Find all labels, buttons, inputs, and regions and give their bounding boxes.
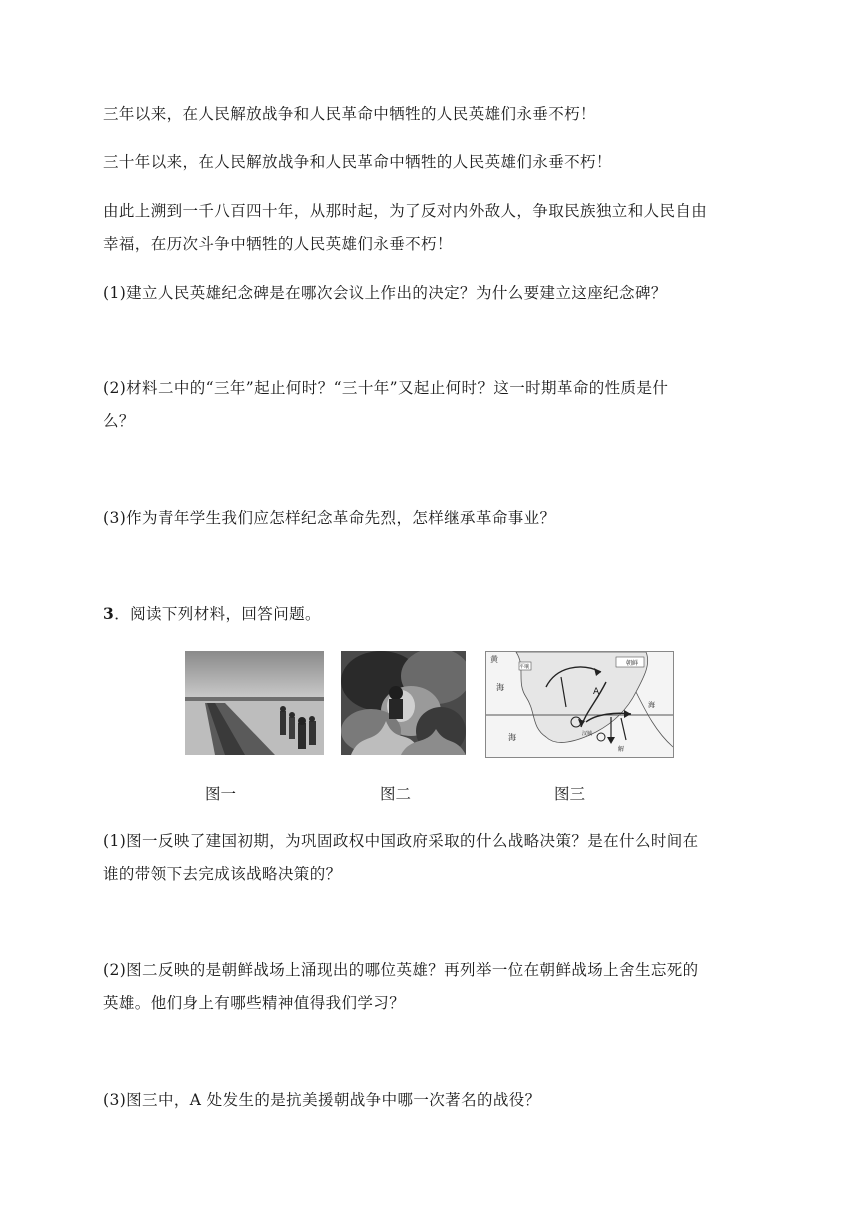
material-line-3a: 由此上溯到一千八百四十年，从那时起，为了反对内外敌人，争取民族独立和人民自由 — [103, 202, 708, 220]
material-line-3b: 幸福，在历次斗争中牺牲的人民英雄们永垂不朽！ — [103, 235, 453, 253]
q3-sub-question-2b: 英雄。他们身上有哪些精神值得我们学习？ — [103, 994, 406, 1012]
q2-sub-question-3: (3)作为青年学生我们应怎样纪念革命先烈，怎样继承革命事业？ — [103, 509, 556, 527]
figure-3-map — [485, 651, 674, 758]
map-label-hanseong: 汉城 — [582, 731, 593, 737]
map-label-japan-sea: 海 — [648, 701, 655, 709]
q2-sub-question-2a: (2)材料二中的“三年”起止何时？“三十年”又起止何时？这一时期革命的性质是什 — [103, 379, 669, 397]
material-line-2: 三十年以来，在人民解放战争和人民革命中牺牲的人民英雄们永垂不朽！ — [103, 153, 612, 171]
map-label-yellow-sea-1: 黄 — [490, 655, 498, 664]
figure-2-caption: 图二 — [380, 785, 412, 803]
figure-1-photo — [185, 651, 324, 755]
material-line-1: 三年以来，在人民解放战争和人民革命中牺牲的人民英雄们永垂不朽！ — [103, 105, 596, 123]
map-label-pyongyang: 平壤 — [519, 664, 530, 670]
q3-heading-text: ．阅读下列材料，回答问题。 — [114, 605, 321, 623]
q3-sub-question-3: (3)图三中，A 处发生的是抗美援朝战争中哪一次著名的战役？ — [103, 1091, 541, 1109]
q3-number: 3 — [103, 604, 115, 623]
map-label-fighting: 解 — [618, 746, 625, 753]
q2-sub-question-1: (1)建立人民英雄纪念碑是在哪次会议上作出的决定？为什么要建立这座纪念碑？ — [103, 284, 667, 302]
figure-3-caption: 图三 — [554, 785, 586, 803]
map-label-a: A — [593, 687, 600, 697]
q3-sub-question-1a: (1)图一反映了建国初期，为巩固政权中国政府采取的什么战略决策？是在什么时间在 — [103, 832, 699, 850]
map-label-sea: 海 — [508, 733, 516, 742]
q3-sub-question-1b: 谁的带领下去完成该战略决策的？ — [103, 865, 342, 883]
figure-1-caption: 图一 — [205, 785, 237, 803]
q3-sub-question-2a: (2)图二反映的是朝鲜战场上涌现出的哪位英雄？再列举一位在朝鲜战场上舍生忘死的 — [103, 961, 699, 979]
map-label-yellow-sea-2: 海 — [496, 683, 504, 692]
map-label-korea: 朝鲜 — [626, 660, 639, 667]
figure-2-photo — [341, 651, 466, 755]
q2-sub-question-2b: 么？ — [103, 412, 135, 430]
q3-heading — [103, 604, 321, 624]
